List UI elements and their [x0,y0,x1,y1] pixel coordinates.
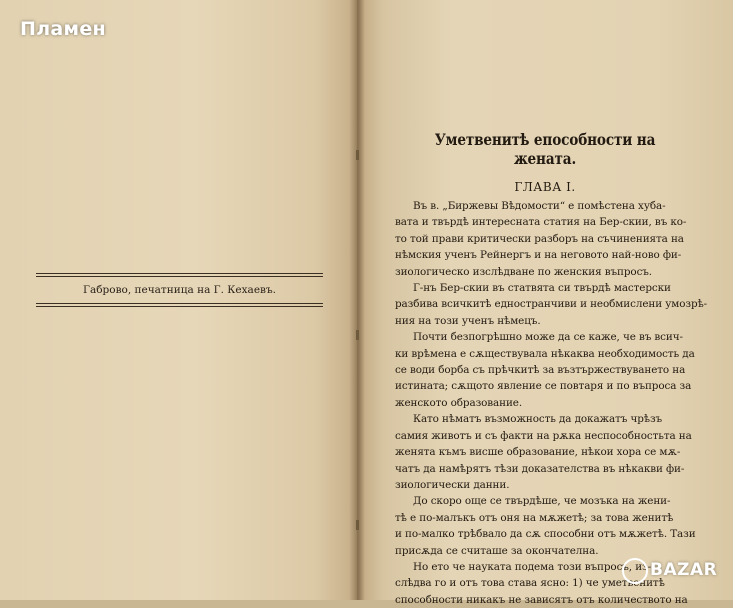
bazar-logo-icon [622,558,648,584]
text-line: тѣ е по-малъкъ отъ оня на мѫжетѣ; за това женитѣ [395,511,674,524]
text-line: се води борба съ прѣчкитѣ за възтържествуването на [395,364,686,377]
bazar-logo-text: BAZAR [650,560,718,580]
text-line: чатъ да намѣрятъ тѣзи доказателства въ нѣкакви фи- [395,462,685,475]
text-line: женята къмъ висше образование, нѣкои хора се мѫ- [395,446,681,459]
text-line: Въ в. „Биржевы Вѣдомости“ е помѣстена хуба- [413,200,666,212]
binding-thread [356,520,359,530]
book-spine [349,0,365,600]
text-line: слѣдва го и отъ това става ясно: 1) че уметвенитѣ [395,577,665,590]
text-line: Но ето че науката подема този въпросъ, из- [413,560,652,573]
chapter-title: Уметвенитѣ епособности на жената. [434,130,656,168]
text-line: присѫда се считаше за окончателна. [395,544,599,557]
imprint-bottom-rule [36,303,323,304]
text-line: нѣмския ученъ Рейнергъ и на неговото най-ново фи- [395,249,682,262]
binding-thread [356,150,359,160]
text-line: ки врѣмена е сѫществувала нѣкаква необходимость да [395,347,695,360]
text-line: Като нѣматъ възможность да докажатъ чрѣзъ [413,413,663,426]
text-line: вата и твърдѣ интересната статия на Бер-скии, въ ко- [395,216,687,229]
left-page [0,0,357,600]
text-line: ния на този ученъ нѣмецъ. [395,314,541,327]
binding-thread [356,330,359,340]
imprint-bottom-rule-thin [36,306,323,307]
chapter-content [395,130,708,608]
text-line: зиологически данни. [395,478,510,491]
text-line: Г-нъ Бер-скии въ статвята си твърдѣ мастерски [413,282,671,295]
imprint-top-rule-thin [36,276,323,277]
text-line: женското образование. [395,396,523,409]
chapter-number: ГЛАВА І. [514,180,576,194]
text-line: самия животъ и съ факти на рѫка неспособностьта на [395,429,692,442]
text-line: то той прави критически разборъ на съчиненията на [395,232,684,245]
text-line: До скоро още се твърдѣше, че мозъка на жени- [413,495,671,508]
text-line: разбива всичкитѣ едностранчиви и необмислени умозрѣ- [395,298,708,311]
text-line: истината; сѫщото явление се повтаря и по въпроса за [395,380,692,393]
printer-imprint: Габрово, печатница на Г. Кехаевъ. [83,284,276,296]
chapter-body [395,198,708,608]
text-line: Почти безпогрѣшно може да се каже, че въ всич- [413,331,683,344]
seller-watermark: Пламен [20,18,106,40]
text-line: зиологическо изслѣдване по женския въпросъ. [395,265,653,278]
text-line: и по-малко трѣбвало да сѫ способни отъ мѫжетѣ. Тази [395,528,696,541]
imprint-top-rule [36,273,323,274]
bazar-logo [618,552,728,592]
text-line: способности никакъ не зависятъ отъ количеството на [395,593,688,606]
